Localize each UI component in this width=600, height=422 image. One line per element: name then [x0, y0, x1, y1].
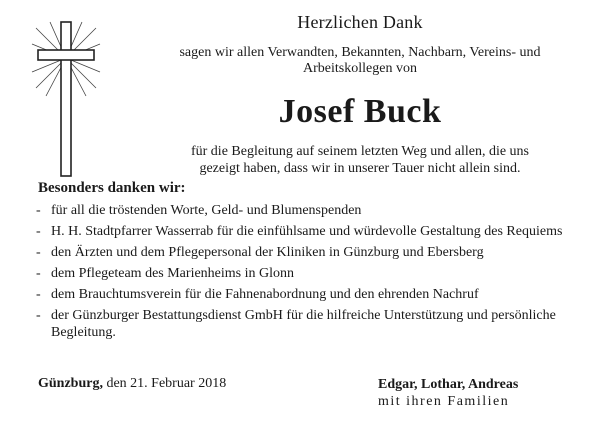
notice-title: Herzlichen Dank — [297, 12, 423, 32]
place-date — [38, 376, 226, 392]
list-item-text: dem Pflegeteam des Marienheims in Glonn — [51, 266, 294, 281]
signature-block — [378, 376, 518, 410]
gratitude-text — [130, 143, 590, 177]
place: Günzburg, — [38, 376, 103, 391]
list-item — [36, 202, 581, 219]
list-dash: - — [36, 245, 41, 260]
list-item — [36, 286, 581, 303]
thanks-list — [36, 202, 581, 345]
intro-line-2: Arbeitskollegen von — [303, 61, 417, 76]
list-item-text: dem Brauchtumsverein für die Fahnenabordnung und den ehrenden Nachruf — [51, 287, 479, 302]
cross-icon — [30, 20, 102, 180]
intro-line-1: sagen wir allen Verwandten, Bekannten, Nachbarn, Vereins- und — [179, 45, 541, 60]
family-line: mit ihren Familien — [378, 394, 510, 409]
signers: Edgar, Lothar, Andreas — [378, 377, 519, 392]
list-dash: - — [36, 287, 41, 302]
intro-text — [130, 45, 590, 77]
list-item-text: den Ärzten und dem Pflegepersonal der Kliniken in Günzburg und Ebersberg — [51, 245, 484, 260]
special-thanks-heading: Besonders danken wir: — [38, 180, 186, 196]
date: den 21. Februar 2018 — [106, 376, 227, 391]
list-item — [36, 244, 581, 261]
header-block — [130, 12, 590, 177]
list-dash: - — [36, 308, 41, 323]
gratitude-line-2: gezeigt haben, dass wir in unserer Tauer nicht allein sind. — [199, 161, 521, 176]
list-item — [36, 307, 581, 341]
deceased-name: Josef Buck — [278, 93, 442, 130]
gratitude-line-1: für die Begleitung auf seinem letzten Weg und allen, die uns — [190, 144, 530, 159]
list-dash: - — [36, 203, 41, 218]
list-item-text: H. H. Stadtpfarrer Wasserrab für die einfühlsame und würdevolle Gestaltung des Requiems — [51, 224, 563, 239]
list-item — [36, 265, 581, 282]
list-dash: - — [36, 224, 41, 239]
list-item-text: der Günzburger Bestattungsdienst GmbH für die hilfreiche Unterstützung und persönliche Begleitung. — [51, 308, 556, 340]
list-dash: - — [36, 266, 41, 281]
list-item-text: für all die tröstenden Worte, Geld- und Blumenspenden — [51, 203, 362, 218]
list-item — [36, 223, 581, 240]
